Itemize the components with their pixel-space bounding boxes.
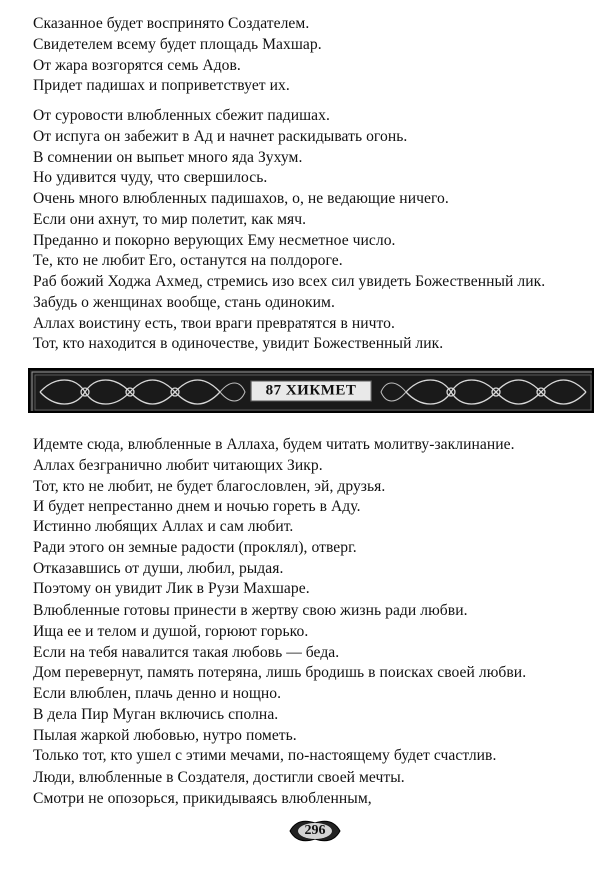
verse-line: Если на тебя навалится такая любовь — беда. [33,643,340,661]
chapter-banner [28,368,594,413]
stanza-6 [33,517,583,600]
verse-line: Аллах безгранично любит читающих Зикр. [33,456,323,474]
verse-line: Преданно и покорно верующих Ему несметное число. [33,231,396,249]
verse-line: Если они ахнут, то мир полетит, как мяч. [33,210,307,228]
verse-line: Аллах воистину есть, твои враги превратятся в ничто. [33,314,395,332]
verse-line: Дом перевернут, память потеряна, лишь бродишь в поисках своей любви. [33,664,527,682]
page-number: 296 [304,823,326,838]
verse-line: Но удивится чуду, что свершилось. [33,169,268,187]
chapter-title: 87 ХИКМЕТ [251,380,372,401]
verse-line: Забудь о женщинах вообще, стань одиноким. [33,293,335,311]
page-number-badge [286,817,344,845]
verse-line: Раб божий Ходжа Ахмед, стремись изо всех сил увидеть Божественный лик. [33,273,546,290]
verse-line: Ради этого он земные радости (проклял), отверг. [33,538,357,556]
verse-line: Тот, кто не любит, не будет благословлен, эй, друзья. [33,477,386,495]
stanza-9 [33,768,583,810]
verse-line: От жара возгорятся семь Адов. [33,56,241,74]
verse-line: Люди, влюбленные в Создателя, достигли своей мечты. [33,769,405,786]
verse-line: От испуга он забежит в Ад и начнет раскидывать огонь. [33,127,408,145]
verse-line: В сомнении он выпьет много яда Зухум. [33,148,303,166]
verse-line: Влюбленные готовы принести в жертву свою жизнь ради любви. [33,602,468,619]
verse-line: В дела Пир Муган включись сполна. [33,705,279,723]
verse-line: Только тот, кто ушел с этими мечами, по-настоящему будет счастлив. [33,747,497,765]
verse-line: Поэтому он увидит Лик в Рузи Махшаре. [33,580,310,598]
verse-line: Смотри не опозорься, прикидываясь влюбленным, [33,789,372,807]
stanza-3 [33,189,583,272]
stanza-8 [33,684,583,767]
verse-line: Отказавшись от души, любил, рыдая. [33,559,284,577]
verse-line: Если влюблен, плачь денно и нощно. [33,685,282,702]
verse-line: Те, кто не любит Его, останутся на полдороге. [33,252,343,270]
verse-line: Тот, кто находится в одиночестве, увидит Божественный лик. [33,335,444,353]
verse-line: Ища ее и телом и душой, горюют горько. [33,622,309,640]
verse-line: Идемте сюда, влюбленные в Аллаха, будем читать молитву-заклинание. [33,436,515,453]
verse-line: И будет непрестанно днем и ночью гореть в Аду. [33,498,361,516]
verse-line: Очень много влюбленных падишахов, о, не ведающие ничего. [33,190,449,207]
verse-line: Сказанное будет воспринято Создателем. [33,15,310,32]
stanza-7 [33,601,583,684]
verse-line: Пылая жаркой любовью, нутро пометь. [33,726,297,744]
verse-line: Придет падишах и поприветствует их. [33,77,290,95]
stanza-2 [33,106,583,189]
verse-line: Истинно любящих Аллах и сам любит. [33,518,294,535]
verse-line: От суровости влюбленных сбежит падишах. [33,107,330,124]
stanza-5 [33,435,583,518]
stanza-1 [33,14,583,97]
stanza-4 [33,272,583,355]
verse-line: Свидетелем всему будет площадь Махшар. [33,35,322,53]
